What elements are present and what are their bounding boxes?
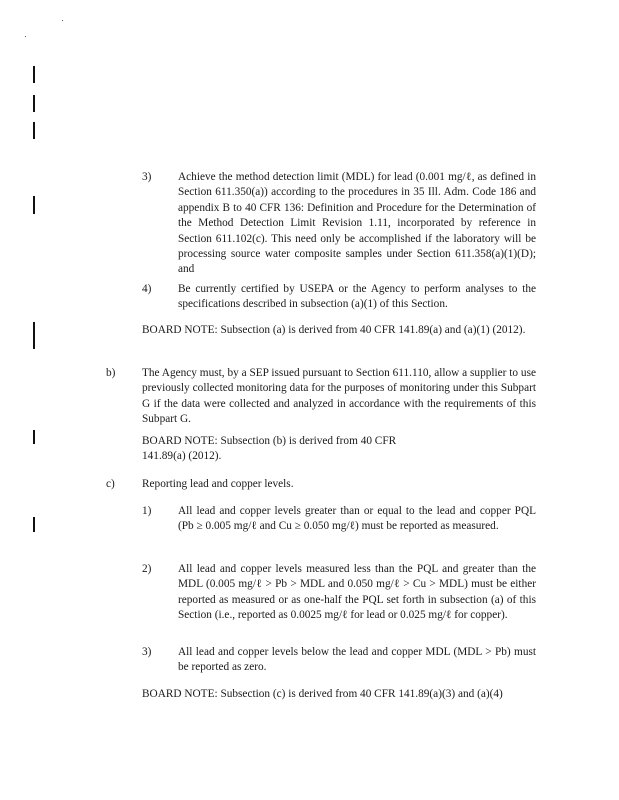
item-number: 3) <box>142 646 152 658</box>
item-number: 2) <box>142 563 152 575</box>
change-bar <box>33 95 35 112</box>
board-note-c: BOARD NOTE: Subsection (c) is derived from 40 CFR 141.89(a)(3) and (a)(4) <box>142 688 503 700</box>
subsection-letter: b) <box>106 367 116 379</box>
change-bar <box>33 517 35 532</box>
change-bar <box>33 430 35 444</box>
item-number: 3) <box>142 171 152 183</box>
subsection-text: The Agency must, by a SEP issued pursuant to Section 611.110, allow a supplier to use previously collected monitoring data for the purposes of monitoring under this Subpart G if the data were collected and analyzed in accordance with the requirements of this Subpart G. <box>142 367 536 426</box>
item-text: Be currently certified by USEPA or the Agency to perform analyses to the specifications described in subsection (a)(1) of this Section. <box>178 283 536 311</box>
item-number: 4) <box>142 283 152 295</box>
item-text: All lead and copper levels measured less than the PQL and greater than the MDL (0.005 mg/ℓ > Pb > MDL and 0.050 mg/ℓ > Cu > MDL) must be either reported as measured or as one-half the PQL set forth in subsection (a) of this Section (i.e., reported as 0.0025 mg/ℓ for lead or 0.025 mg/ℓ for copper). <box>178 563 536 622</box>
item-text: All lead and copper levels greater than or equal to the lead and copper PQL (Pb ≥ 0.005 mg/ℓ and Cu ≥ 0.050 mg/ℓ) must be reported as measured. <box>178 505 536 533</box>
change-bar <box>33 196 35 214</box>
change-bar <box>33 66 35 83</box>
change-bar <box>33 322 35 349</box>
item-text: All lead and copper levels below the lead and copper MDL (MDL > Pb) must be reported as zero. <box>178 646 536 674</box>
change-bar <box>33 122 35 139</box>
board-note-a: BOARD NOTE: Subsection (a) is derived from 40 CFR 141.89(a) and (a)(1) (2012). <box>142 324 526 336</box>
subsection-letter: c) <box>106 478 115 490</box>
item-text: Achieve the method detection limit (MDL) for lead (0.001 mg/ℓ, as defined in Section 611.350(a)) according to the procedures in 35 Ill. Adm. Code 186 and appendix B to 40 CFR 136: Definition and Procedure for the Determination of the Method Detection Limit Revision 1.11, incorporated by reference in Section 611.102(c). This need only be accomplished if the laboratory will be processing source water composite samples under Section 611.358(a)(1)(D); and <box>178 171 536 276</box>
item-number: 1) <box>142 505 152 517</box>
scan-speck <box>62 20 63 21</box>
scan-speck <box>25 36 26 37</box>
board-note-b: BOARD NOTE: Subsection (b) is derived from 40 CFR 141.89(a) (2012). <box>142 435 397 463</box>
subsection-text: Reporting lead and copper levels. <box>142 478 294 490</box>
